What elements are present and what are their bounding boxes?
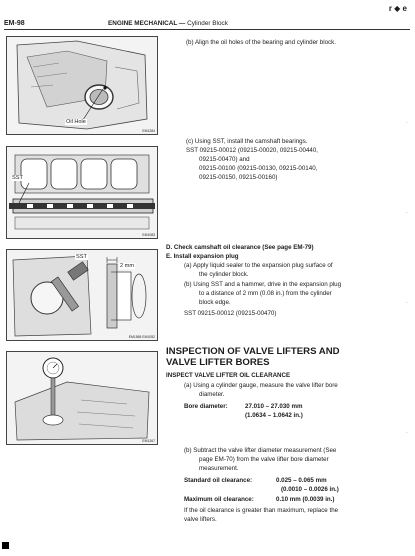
- standard-clearance-mm: 0.025 – 0.065 mm: [276, 477, 327, 484]
- step-e-a-line-1: (a) Apply liquid sealer to the expansion plug surface of: [184, 262, 333, 269]
- step-e-a-line-2: the cylinder block.: [199, 271, 249, 278]
- sst-camshaft-illustration: [7, 147, 157, 238]
- maximum-clearance-label: Maximum oil clearance:: [184, 496, 254, 503]
- oil-hole-label: Oil Hole: [66, 119, 86, 125]
- figure-code: EM1284: [142, 129, 155, 133]
- inspection-a-line-2: diameter.: [199, 391, 225, 398]
- edge-dot: ·: [406, 430, 408, 436]
- section-title: [108, 20, 228, 27]
- step-b-text: (b) Align the oil holes of the bearing and cylinder block.: [186, 39, 336, 46]
- standard-clearance-label: Standard oil clearance:: [184, 477, 253, 484]
- figure-sst-camshaft: [6, 146, 158, 239]
- inspection-title-line-2: VALVE LIFTER BORES: [166, 357, 270, 368]
- step-e-b-line-3: block edge.: [199, 299, 231, 306]
- dimension-label: 2 mm: [120, 263, 134, 269]
- edge-dot: ·: [406, 210, 408, 216]
- inspection-b-line-2: page EM-70) from the valve lifter bore diameter: [199, 456, 329, 463]
- sst-line-1: SST 09215-00012 (09215-00020, 09215-00440,: [186, 147, 318, 154]
- inspection-subtitle: INSPECT VALVE LIFTER OIL CLEARANCE: [166, 372, 291, 379]
- note-line-2: valve lifters.: [184, 516, 217, 523]
- sst-label: SST: [12, 175, 23, 181]
- header-rule: [4, 29, 410, 30]
- step-e-heading: E. Install expansion plug: [166, 253, 239, 260]
- bore-diameter-in: (1.0634 – 1.0642 in.): [245, 412, 303, 419]
- corner-mark: r ◆ e: [388, 4, 407, 13]
- figure-code: EM1267: [142, 439, 155, 443]
- inspection-title-line-1: INSPECTION OF VALVE LIFTERS AND: [166, 346, 340, 357]
- step-c-text: (c) Using SST, install the camshaft bearings.: [186, 138, 308, 145]
- figure-expansion-plug: [6, 249, 158, 341]
- subsection-name: Cylinder Block: [187, 20, 228, 27]
- figure-code: EM1083: [142, 233, 155, 237]
- corner-block-mark: [2, 542, 9, 549]
- note-line-1: If the oil clearance is greater than maximum, replace the: [184, 507, 339, 514]
- figure-oil-hole: [6, 36, 158, 135]
- section-separator: —: [178, 20, 186, 27]
- inspection-b-line-3: measurement.: [199, 465, 239, 472]
- section-name: ENGINE MECHANICAL: [108, 20, 178, 27]
- standard-clearance-in: (0.0010 – 0.0026 in.): [281, 486, 339, 493]
- figure-cylinder-gauge: [6, 351, 158, 445]
- figure-code: EM1565 EM1052: [128, 335, 155, 339]
- step-e-b-line-1: (b) Using SST and a hammer, drive in the expansion plug: [184, 281, 342, 288]
- step-d-heading: D. Check camshaft oil clearance (See page EM-79): [166, 244, 314, 251]
- edge-dot: ·: [406, 120, 408, 126]
- step-e-b-line-2: to a distance of 2 mm (0.08 in.) from the cylinder: [199, 290, 332, 297]
- maximum-clearance-value: 0.10 mm (0.0039 in.): [276, 496, 335, 503]
- cylinder-gauge-illustration: [7, 352, 157, 444]
- step-e-sst: SST 09215-00012 (09215-00470): [184, 310, 277, 317]
- page-number: EM-98: [4, 20, 25, 27]
- bore-diameter-label: Bore diameter:: [184, 403, 228, 410]
- sst-line-3: 09215-00100 (09215-00130, 09215-00140,: [199, 165, 318, 172]
- inspection-b-line-1: (b) Subtract the valve lifter diameter measurement (See: [184, 447, 337, 454]
- edge-dot: ·: [406, 300, 408, 306]
- sst-line-4: 09215-00150, 09215-00160): [199, 174, 278, 181]
- sst-line-2: 09215-00470) and: [199, 156, 250, 163]
- sst-label: SST: [76, 254, 87, 260]
- inspection-a-line-1: (a) Using a cylinder gauge, measure the valve lifter bore: [184, 382, 338, 389]
- bore-diameter-mm: 27.010 – 27.030 mm: [245, 403, 303, 410]
